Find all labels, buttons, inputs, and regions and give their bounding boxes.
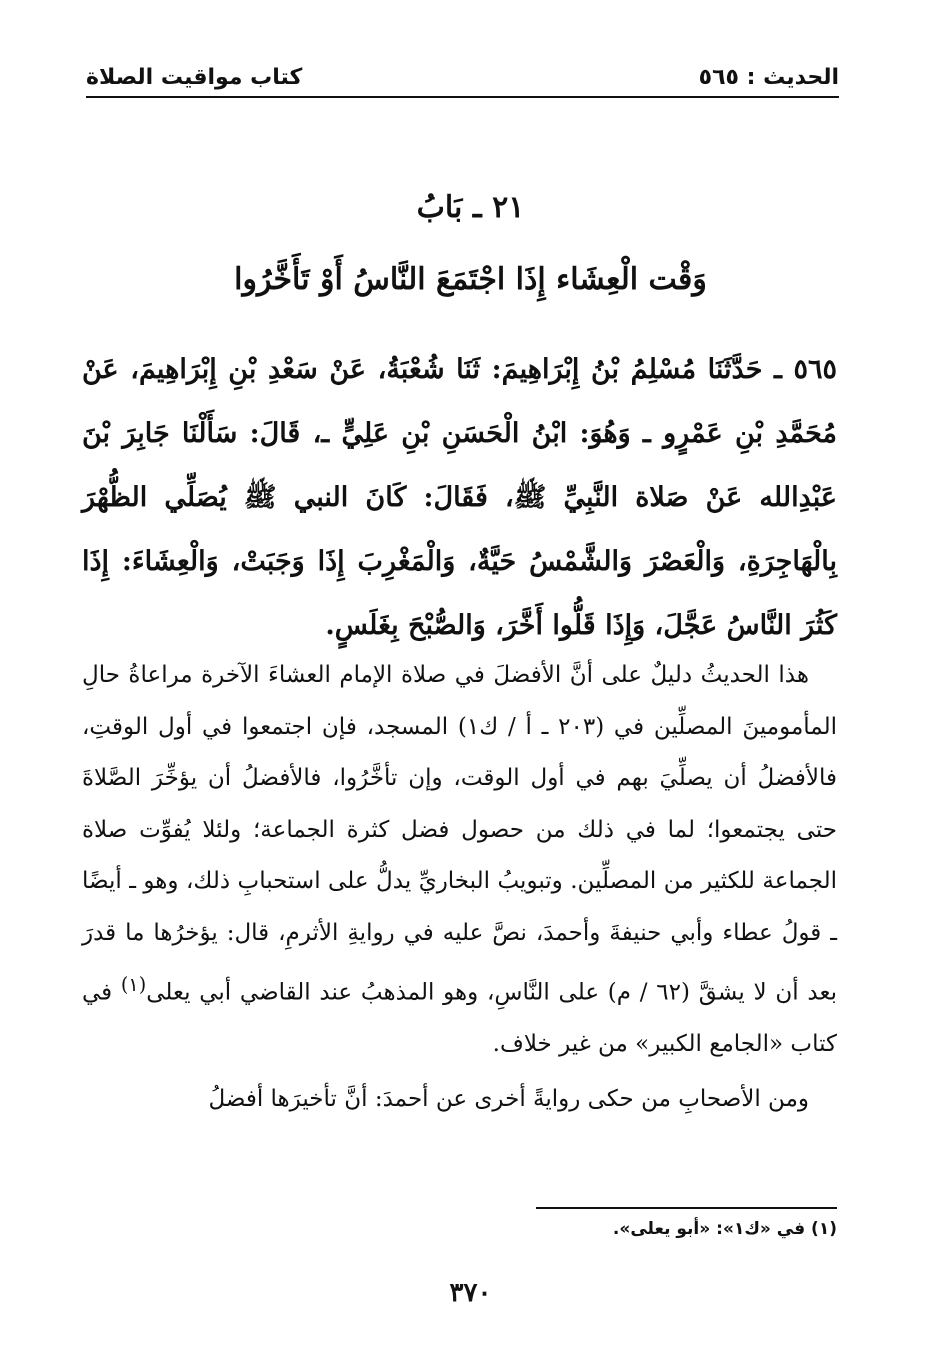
commentary-paragraph-text: هذا الحديثُ دليلٌ على أنَّ الأفضلَ في صلاة الإمام العشاءَ الآخرة مراعاةُ حالِ المأمومينَ المصلِّين في (٢٠٣ ـ أ / ك١) المسجد، فإن اجتمعوا في أول الوقتِ، فالأفضلُ أن يصلِّيَ بهم في أول الوقت، وإن تأخَّرُوا، فالأفضلُ أن يؤخِّرَ الصَّلاةَ حتى يجتمعوا؛ لما في ذلك من حصول فضل كثرة الجماعة؛ ولئلا يُفوِّت صلاة الجماعة للكثير من المصلِّين. وتبويبُ البخاريِّ يدلُّ على استحبابِ ذلك، وهو ـ أيضًا ـ قولُ عطاء وأبي حنيفةَ وأحمدَ، نصَّ عليه في روايةِ الأثرمِ، قال: يؤخرُها ما قدرَ بعد أن لا يشقَّ (٦٢ / م) على النَّاسِ، وهو المذهبُ عند القاضي أبي يعلى: [82, 662, 837, 1006]
footnote-divider: [536, 1207, 837, 1209]
commentary-paragraph: [82, 650, 837, 1071]
chapter-title: وَقْت الْعِشَاء إِذَا اجْتَمَعَ النَّاسُ أَوْ تَأَخَّرُوا: [234, 262, 707, 297]
commentary: [82, 650, 837, 1125]
chapter-number: ٢١ ـ بَابُ: [416, 190, 525, 225]
commentary-paragraph: ومن الأصحابِ من حكى روايةً أخرى عن أحمدَ: أنَّ تأخيرَها أفضلُ: [208, 1085, 809, 1112]
header-hadith-number: الحديث : ٥٦٥: [698, 65, 839, 90]
header-book-title: كتاب مواقيت الصلاة: [86, 65, 303, 90]
hadith-text: ٥٦٥ ـ حَدَّثَنَا مُسْلِمُ بْنُ إِبْرَاهِيمَ: ثَنَا شُعْبَةُ، عَنْ سَعْدِ بْنِ إِبْرَاهِيمَ، عَنْ مُحَمَّدِ بْنِ عَمْرٍو ـ وَهُوَ: ابْنُ الْحَسَنِ بْنِ عَلِيٍّ ـ، قَالَ: سَأَلْنَا جَابِرَ بْنَ عَبْدِالله عَنْ صَلاة النَّبِيِّ ﷺ، فَقَالَ: كَانَ النبي ﷺ يُصَلِّي الظُّهْرَ بِالْهَاجِرَةِ، وَالْعَصْرَ وَالشَّمْسُ حَيَّةٌ، وَالْمَغْرِبَ إِذَا وَجَبَتْ، وَالْعِشَاءَ: إِذَا كَثُرَ النَّاسُ عَجَّلَ، وَإِذَا قَلُّوا أَخَّرَ، وَالصُّبْحَ بِغَلَسٍ.: [82, 354, 837, 641]
commentary-paragraph-end: في كتاب «الجامع الكبير» من غير خلاف.: [82, 979, 837, 1058]
footnote: (١) في «ك١»: «أبو يعلى».: [612, 1219, 837, 1239]
running-header: [86, 58, 839, 98]
page-number: ٣٧٠: [449, 1278, 492, 1308]
footnote-reference: (١): [120, 973, 147, 996]
